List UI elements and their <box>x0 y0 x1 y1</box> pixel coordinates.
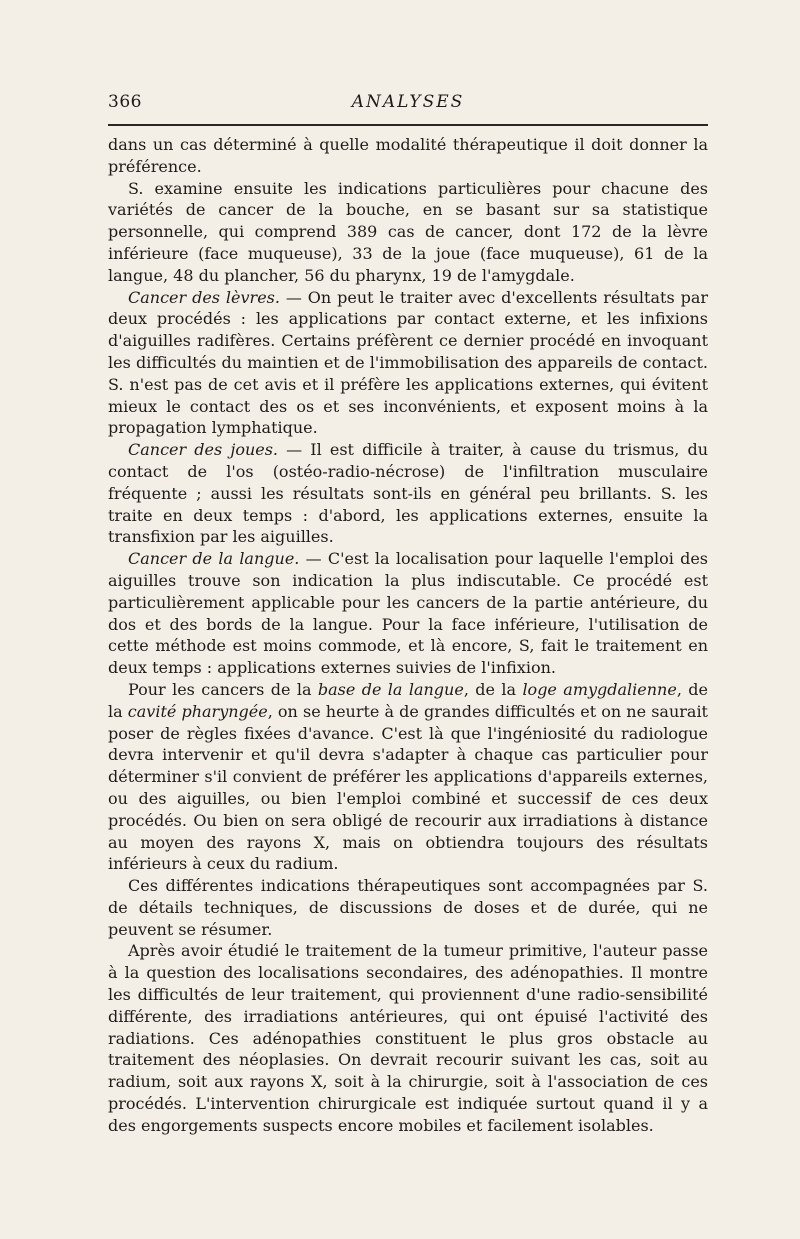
page-header <box>108 88 708 126</box>
section-heading-joues: Cancer des joues. <box>128 440 279 460</box>
paragraph-text: S. examine ensuite les indications particulières pour chacune des variétés de cancer de la bouche, en se basant sur sa statistique personnelle, qui comprend 389 cas de cancer, dont 172 de la lèvre inférieure (face muqueuse), 33 de la joue (face muqueuse), 61 de la langue, 48 du plancher, 56 du pharynx, 19 de l'amygdale. <box>108 178 708 285</box>
paragraph-text: Après avoir étudié le traitement de la tumeur primitive, l'auteur passe à la question des localisations secondaires, des adénopathies. Il montre les difficultés de leur traitement, qui proviennent d'une radio-sensibilité différente, des irradiations antérieures, qui ont épuisé l'activité des radiations. Ces adénopathies constituent le plus gros obstacle au traitement des néoplasies. On devrait recourir suivant les cas, soit au radium, soit aux rayons X, soit à la chirurgie, soit à l'association de ces procédés. L'intervention chirurgicale est indiquée surtout quand il y a des engorgements suspects encore mobiles et facilement isolables. <box>108 941 708 1135</box>
section-heading-levres: Cancer des lèvres. <box>128 287 280 307</box>
paragraph-text: , de la <box>108 679 709 721</box>
paragraph-cancer-joues <box>108 439 708 548</box>
page-number: 366 <box>108 92 142 112</box>
article-body <box>108 134 708 1137</box>
paragraph-2 <box>108 178 708 287</box>
paragraph-text: , de la <box>463 679 523 699</box>
paragraph-text: Pour les cancers de la <box>128 679 318 699</box>
italic-term-cavite-pharyngee: cavité pharyngée <box>127 701 268 721</box>
paragraph-indications <box>108 875 708 940</box>
paragraph-cancer-langue <box>108 548 708 679</box>
paragraph-cancer-levres <box>108 287 708 440</box>
paragraph-text: — Il est difficile à traiter, à cause du trismus, du contact de l'os (ostéo-radio-nécrose) de l'infiltration musculaire fréquente ; aussi les résultats sont-ils en général peu brillants. S. les traite en deux temps : d'abord, les applications externes, ensuite la transfixion par les aiguilles. <box>108 440 709 547</box>
paragraph-1 <box>108 134 708 178</box>
section-heading-langue: Cancer de la langue. <box>128 549 300 569</box>
paragraph-text: dans un cas déterminé à quelle modalité thérapeutique il doit donner la préférence. <box>108 135 708 176</box>
running-head: ANALYSES <box>351 92 465 112</box>
paragraph-text: — C'est la localisation pour laquelle l'emploi des aiguilles trouve son indication la plus indiscutable. Ce procédé est particulièrement applicable pour les cancers de la partie antérieure, du dos et des bords de la langue. Pour la face inférieure, l'utilisation de cette méthode est moins commode, et là encore, S, fait le traitement en deux temps : applications externes suivies de l'infixion. <box>108 549 709 678</box>
paragraph-base-langue <box>108 679 708 875</box>
paragraph-text: Ces différentes indications thérapeutiques sont accompagnées par S. de détails techniques, de discussions de doses et de durée, qui ne peuvent se résumer. <box>108 876 708 939</box>
italic-term-loge-amygdalienne: loge amygdalienne <box>522 679 677 699</box>
paragraph-text: — On peut le traiter avec d'excellents résultats par deux procédés : les applications par contact externe, et les infixions d'aiguilles radifères. Certains préfèrent ce dernier procédé en invoquant les difficultés du maintien et de l'immobilisation des appareils de contact. S. n'est pas de cet avis et il préfère les applications externes, qui évitent mieux le contact des os et ses inconvénients, et exposent moins à la propagation lymphatique. <box>108 287 709 438</box>
italic-term-base-langue: base de la langue <box>317 679 464 699</box>
page <box>108 88 708 1137</box>
paragraph-adenopathies <box>108 940 708 1136</box>
paragraph-text: , on se heurte à de grandes difficultés et on ne saurait poser de règles fixées d'avance. C'est là que l'ingéniosité du radiologue devra intervenir et qu'il devra s'adapter à chaque cas particulier pour déterminer s'il convient de préférer les applications d'appareils externes, ou des aiguilles, ou bien l'emploi combiné et successif de ces deux procédés. Ou bien on sera obligé de recourir aux irradiations à distance au moyen des rayons X, mais on obtiendra toujours des résultats inférieurs à ceux du radium. <box>108 701 708 874</box>
